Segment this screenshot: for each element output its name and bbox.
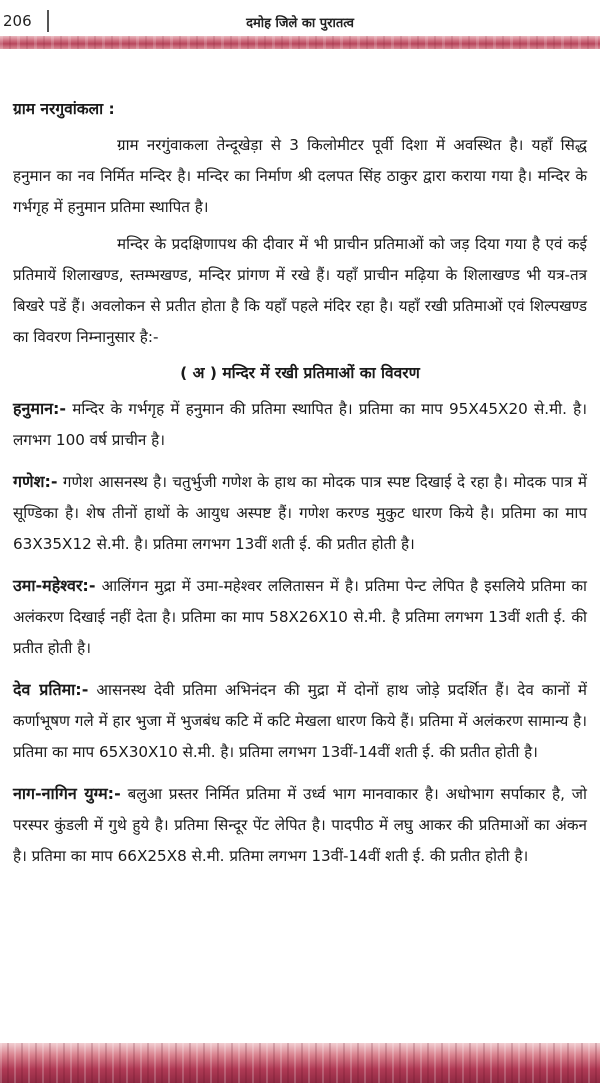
entry-hanuman (13, 393, 587, 456)
entry-naag-naagin (13, 778, 587, 872)
entry-text: आलिंगन मुद्रा में उमा-महेश्वर ललितासन में है। प्रतिमा पेन्ट लेपित है इसलिये प्रतिमा का अलंकरण दिखाई नहीं देता है। प्रतिमा का माप 58X26X10 से.मी. है प्रतिमा लगभग 13वीं शती ई. की प्रतीत होती है। (13, 577, 587, 657)
entry-text: बलुआ प्रस्तर निर्मित प्रतिमा में उर्ध्व भाग मानवाकार है। अधोभाग सर्पाकार है, जो परस्पर कुंडली में गुथे हुये है। प्रतिमा सिन्दूर पेंट लेपित है। पादपीठ में लघु आकर की प्रतिमाओं का अंकन है। प्रतिमा का माप 66X25X8 से.मी. प्रतिमा लगभग 13वीं-14वीं शती ई. की प्रतीत होती है। (13, 785, 587, 865)
entry-term: देव प्रतिमा:- (13, 680, 89, 699)
entry-text: गणेश आसनस्थ है। चतुर्भुजी गणेश के हाथ का मोदक पात्र स्पष्ट दिखाई दे रहा है। मोदक पात्र में सूण्डिका है। शेष तीनों हाथों के आयुध अस्पष्ट हैं। गणेश करण्ड मुकुट धारण किये है। प्रतिमा का माप 63X35X12 से.मी. है। प्रतिमा लगभग 13वीं शती ई. की प्रतीत होती है। (13, 473, 587, 553)
page-number: 206 (3, 12, 32, 30)
entry-uma-maheshwar (13, 570, 587, 664)
entry-term: गणेश:- (13, 472, 58, 491)
body-paragraph: ग्राम नरगुंवाकला तेन्दूखेड़ा से 3 किलोमीटर पूर्वी दिशा में अवस्थित है। यहाँ सिद्ध हनुमान का नव निर्मित मन्दिर है। मन्दिर का निर्माण श्री दलपत सिंह ठाकुर द्वारा कराया गया है। मन्दिर के गर्भगृह में हनुमान प्रतिमा स्थापित है। (13, 136, 587, 216)
entry-text: आसनस्थ देवी प्रतिमा अभिनंदन की मुद्रा में दोनों हाथ जोड़े प्रदर्शित हैं। देव कानों में कर्णाभूषण गले में हार भुजा में भुजबंध कटि में कटि मेखला धारण किये हैं। प्रतिमा में अलंकरण सामान्य है। प्रतिमा का माप 65X30X10 से.मी. है। प्रतिमा लगभग 13वीं-14वीं शती ई. की प्रतीत होती है। (13, 681, 587, 761)
page-body (13, 94, 587, 882)
entry-term: हनुमान:- (13, 399, 67, 418)
entry-ganesh (13, 466, 587, 560)
entry-text: मन्दिर के गर्भगृह में हनुमान की प्रतिमा स्थापित है। प्रतिमा का माप 95X45X20 से.मी. है। लगभग 100 वर्ष प्राचीन है। (13, 400, 587, 449)
entry-term: उमा-महेश्वर:- (13, 576, 96, 595)
bottom-decorative-border (0, 1043, 600, 1083)
entry-dev-pratima (13, 674, 587, 768)
running-title: दमोह जिले का पुरातत्व (246, 16, 354, 31)
top-decorative-border (0, 36, 600, 49)
section-heading: ग्राम नरगुवांकला : (13, 100, 115, 118)
body-paragraph: मन्दिर के प्रदक्षिणापथ की दीवार में भी प्राचीन प्रतिमाओं को जड़ दिया गया है एवं कई प्रतिमायें शिलाखण्ड, स्तम्भखण्ड, मन्दिर प्रांगण में रखे हैं। यहाँ प्राचीन मढ़िया के शिलाखण्ड भी यत्र-तत्र बिखरे पडें हैं। अवलोकन से प्रतीत होता है कि यहाँ पहले मंदिर रहा है। यहाँ रखी प्रतिमाओं एवं शिल्पखण्ड का विवरण निम्नानुसार है:- (13, 235, 587, 346)
entry-term: नाग-नागिन युग्म:- (13, 784, 121, 803)
page-header (0, 0, 600, 36)
subsection-heading: ( अ ) मन्दिर में रखी प्रतिमाओं का विवरण (180, 364, 420, 382)
